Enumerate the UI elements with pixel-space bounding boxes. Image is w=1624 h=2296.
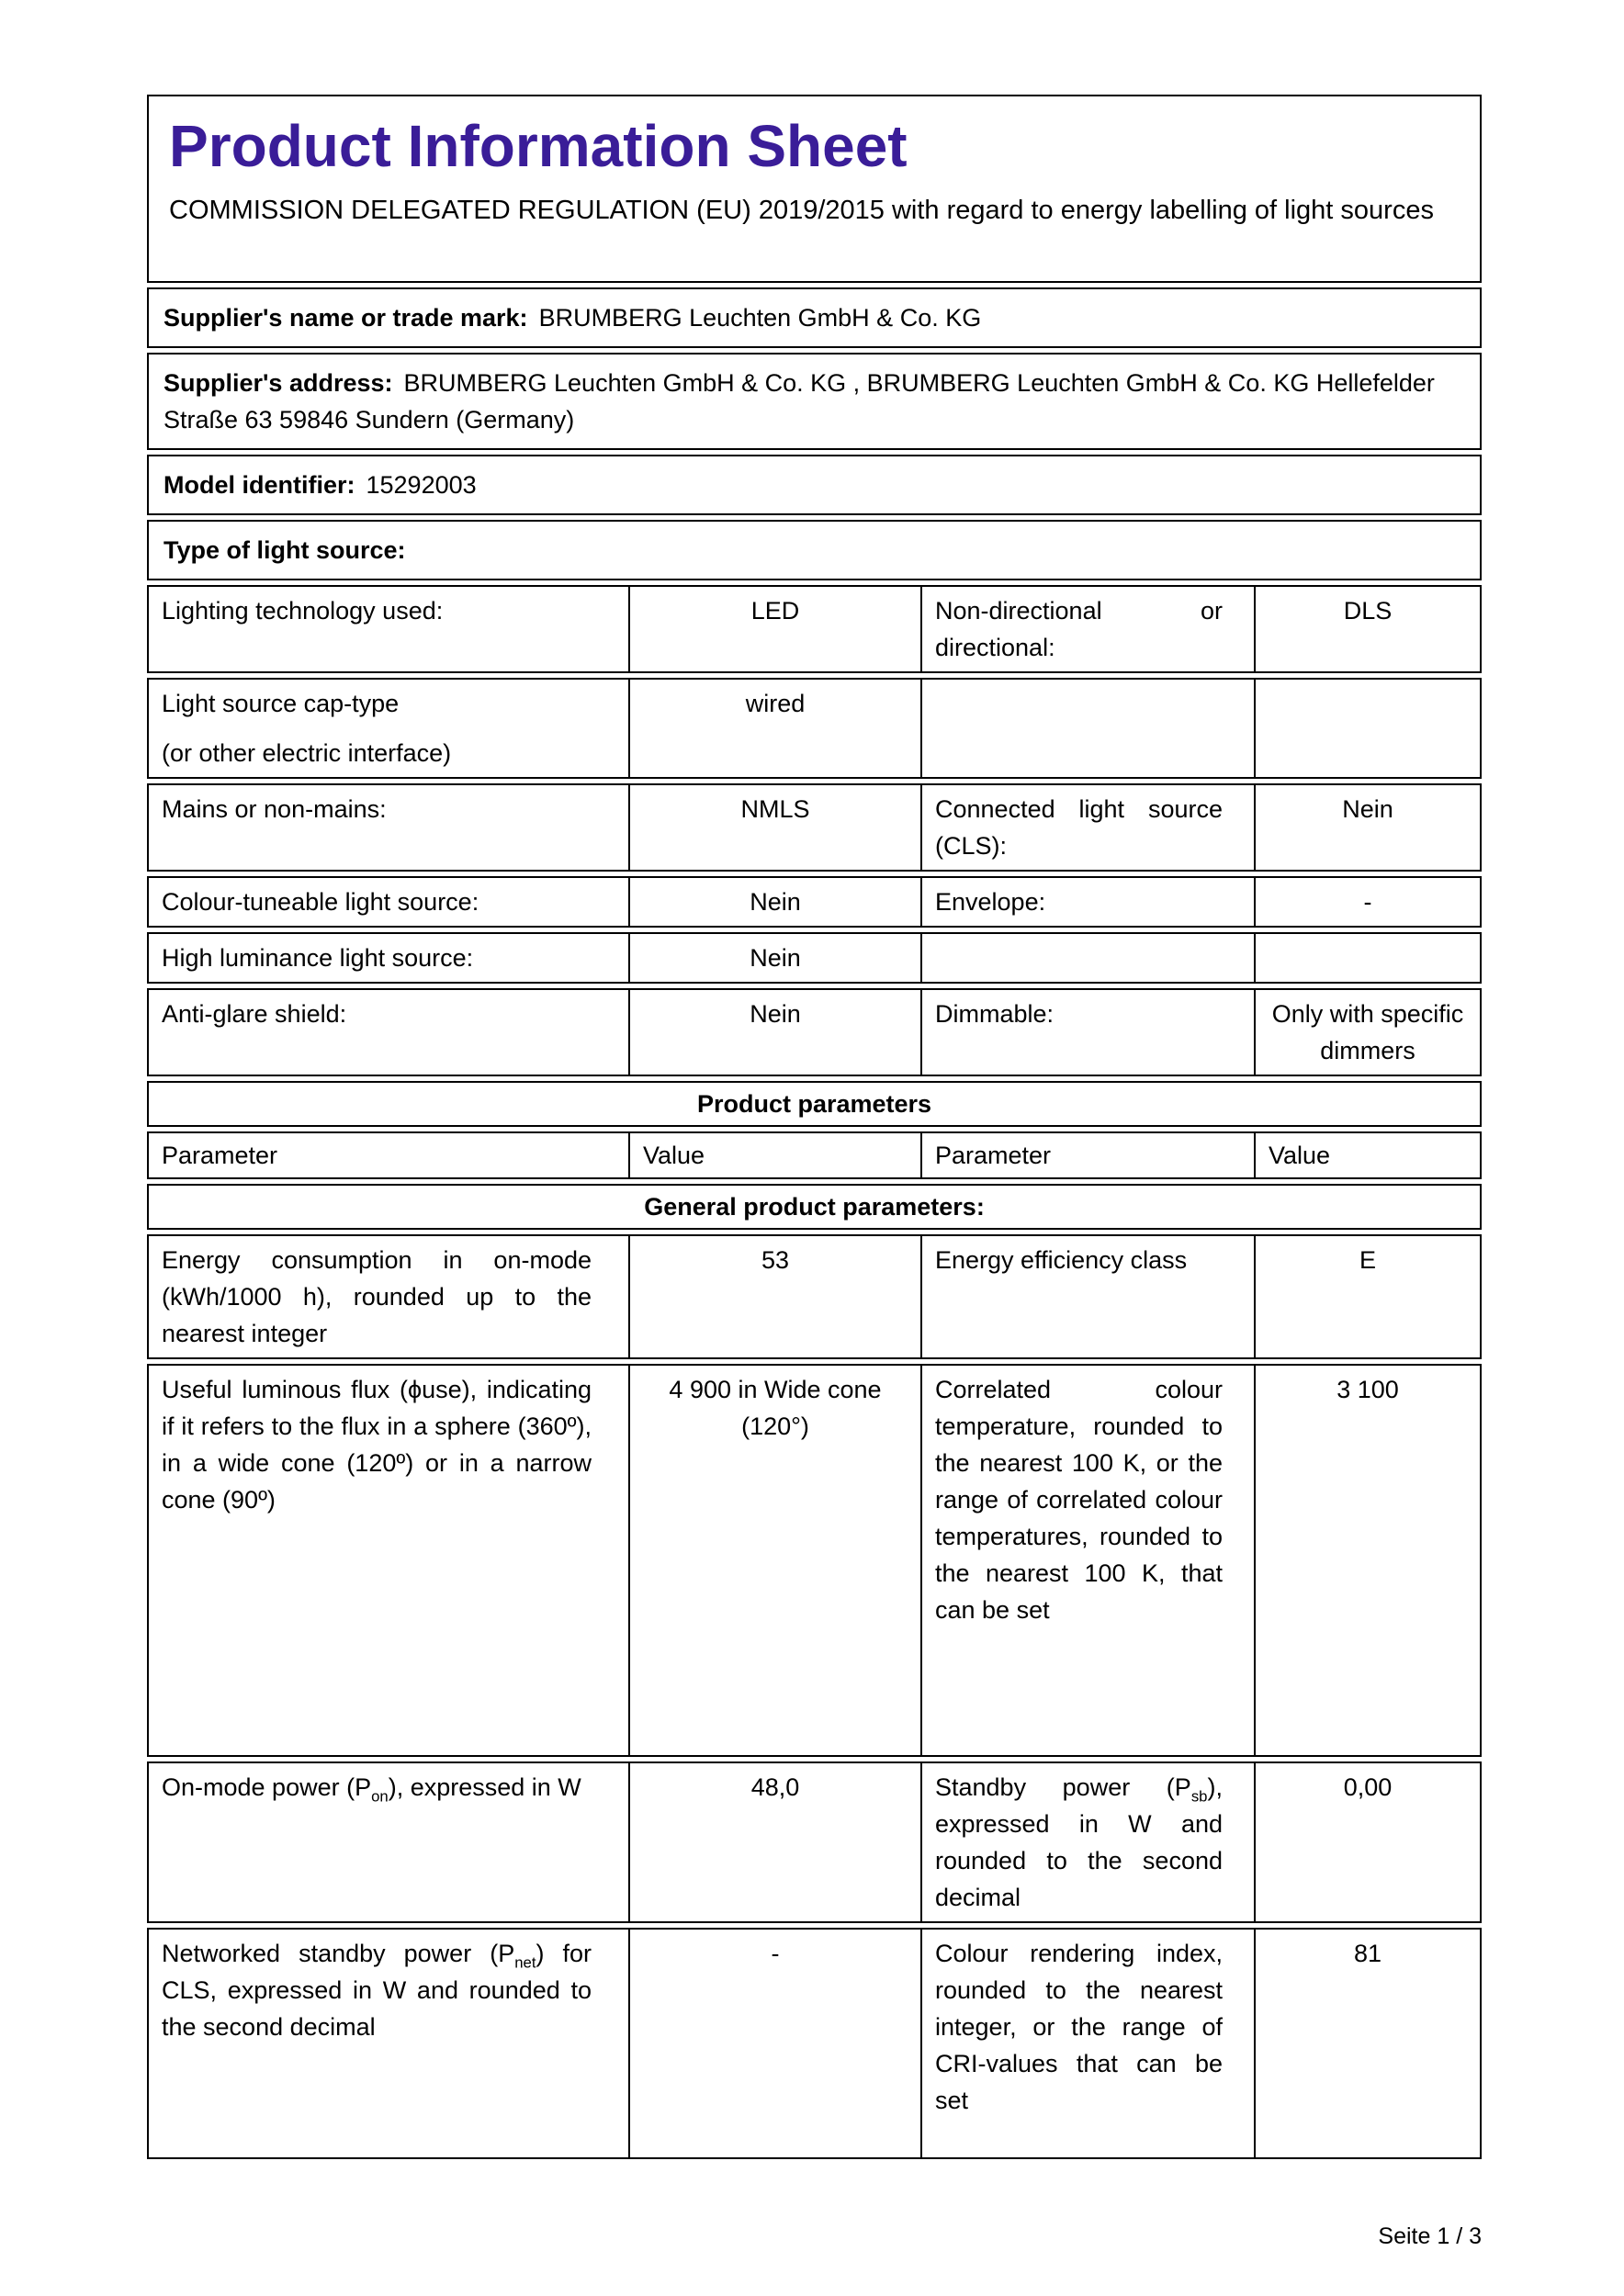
- column-header-row: [147, 1131, 1482, 1179]
- param-label: Energy consumption in on-mode (kWh/1000 h), rounded up to the nearest integer: [162, 1246, 592, 1347]
- param-label: High luminance light source:: [162, 944, 474, 972]
- param-value: wired: [628, 680, 920, 777]
- table-row-high-luminance: [147, 932, 1482, 984]
- column-header: Value: [1254, 1133, 1480, 1177]
- param-label: Dimmable:: [920, 990, 1254, 1075]
- product-information-sheet: [147, 95, 1482, 2250]
- model-identifier-row: [147, 455, 1482, 515]
- table-row-mains: [147, 783, 1482, 872]
- supplier-address-label: Supplier's address:: [164, 369, 393, 397]
- param-label: Useful luminous flux (ϕuse), indicating if it refers to the flux in a sphere (360º), in a wide cone (120º) or in a narrow cone (90º): [162, 1376, 592, 1514]
- param-label: Standby power $(P_{sb})$, expressed in W and rounded to the second decimal: [920, 1763, 1254, 1921]
- param-value: Nein: [628, 990, 920, 1075]
- param-label: On-mode power $(P_{on})$, expressed in W: [162, 1773, 581, 1806]
- column-header: Value: [628, 1133, 920, 1177]
- supplier-name-row: [147, 287, 1482, 348]
- param-value: LED: [628, 587, 920, 671]
- param-value: -: [628, 1930, 920, 2157]
- product-parameters-title: Product parameters: [696, 1090, 932, 1118]
- table-row-networked-standby: [147, 1928, 1482, 2159]
- param-label: Non-directional or directional:: [920, 587, 1254, 671]
- param-label: Anti-glare shield:: [162, 1000, 347, 1028]
- supplier-name-value: BRUMBERG Leuchten GmbH & Co. KG: [538, 304, 982, 332]
- supplier-address-value: BRUMBERG Leuchten GmbH & Co. KG , BRUMBERG Leuchten GmbH & Co. KG Hellefelder Straße 63 59846 Sundern (Germany): [164, 369, 1435, 433]
- type-of-light-source-header-row: [147, 520, 1482, 580]
- param-value: Only with specific dimmers: [1254, 990, 1480, 1075]
- model-identifier-value: 15292003: [366, 471, 477, 499]
- param-label: Lighting technology used:: [162, 597, 444, 625]
- param-value: E: [1254, 1236, 1480, 1357]
- table-row-colour-tuneable: [147, 876, 1482, 928]
- param-value: 3 100: [1254, 1366, 1480, 1755]
- table-row-anti-glare: [147, 988, 1482, 1076]
- type-of-light-source-label: Type of light source:: [164, 536, 406, 564]
- param-value: -: [1254, 878, 1480, 926]
- table-row-energy-consumption: [147, 1234, 1482, 1359]
- param-value: 0,00: [1254, 1763, 1480, 1921]
- column-header: Parameter: [920, 1133, 1254, 1177]
- page-number: Seite 1 / 3: [1378, 2223, 1482, 2249]
- param-label: Energy efficiency class: [920, 1236, 1254, 1357]
- table-row-lighting-technology: [147, 585, 1482, 673]
- param-value: Nein: [628, 934, 920, 982]
- param-label: [920, 680, 1254, 777]
- page-title: Product Information Sheet: [169, 113, 908, 179]
- param-value: [1254, 934, 1480, 982]
- param-label: Colour-tuneable light source:: [162, 888, 479, 916]
- param-value: 81: [1254, 1930, 1480, 2157]
- param-label: Mains or non-mains:: [162, 795, 387, 823]
- column-header: Parameter: [162, 1142, 278, 1169]
- general-parameters-title: General product parameters:: [644, 1193, 985, 1221]
- param-value: NMLS: [628, 785, 920, 870]
- regulation-subtitle: COMMISSION DELEGATED REGULATION (EU) 2019/2015 with regard to energy labelling of light sources: [169, 196, 1434, 225]
- param-value: 48,0: [628, 1763, 920, 1921]
- supplier-name-label: Supplier's name or trade mark:: [164, 304, 528, 332]
- param-label: Envelope:: [920, 878, 1254, 926]
- param-value: Nein: [1254, 785, 1480, 870]
- param-value: 53: [628, 1236, 920, 1357]
- table-row-cap-type: [147, 678, 1482, 779]
- general-parameters-header-row: [147, 1184, 1482, 1230]
- param-label: Light source cap-type (or other electric interface): [162, 690, 452, 767]
- supplier-address-row: [147, 353, 1482, 450]
- param-label: Correlated colour temperature, rounded to the nearest 100 K, or the range of correlated colour temperatures, rounded to the nearest 100 K, that can be set: [920, 1366, 1254, 1755]
- param-label: [920, 934, 1254, 982]
- param-value: [1254, 680, 1480, 777]
- param-label: Networked standby power $(P_{net})$ for CLS, expressed in W and rounded to the second decimal: [162, 1940, 592, 2041]
- model-identifier-label: Model identifier:: [164, 471, 355, 499]
- param-value: Nein: [628, 878, 920, 926]
- param-label: Colour rendering index, rounded to the nearest integer, or the range of CRI-values that can be set: [920, 1930, 1254, 2157]
- product-parameters-header-row: [147, 1081, 1482, 1127]
- param-value: 4 900 in Wide cone (120°): [628, 1366, 920, 1755]
- param-label: Connected light source (CLS):: [920, 785, 1254, 870]
- param-value: DLS: [1254, 587, 1480, 671]
- table-row-on-mode-power: [147, 1761, 1482, 1923]
- table-row-luminous-flux: [147, 1364, 1482, 1757]
- title-block: [147, 95, 1482, 283]
